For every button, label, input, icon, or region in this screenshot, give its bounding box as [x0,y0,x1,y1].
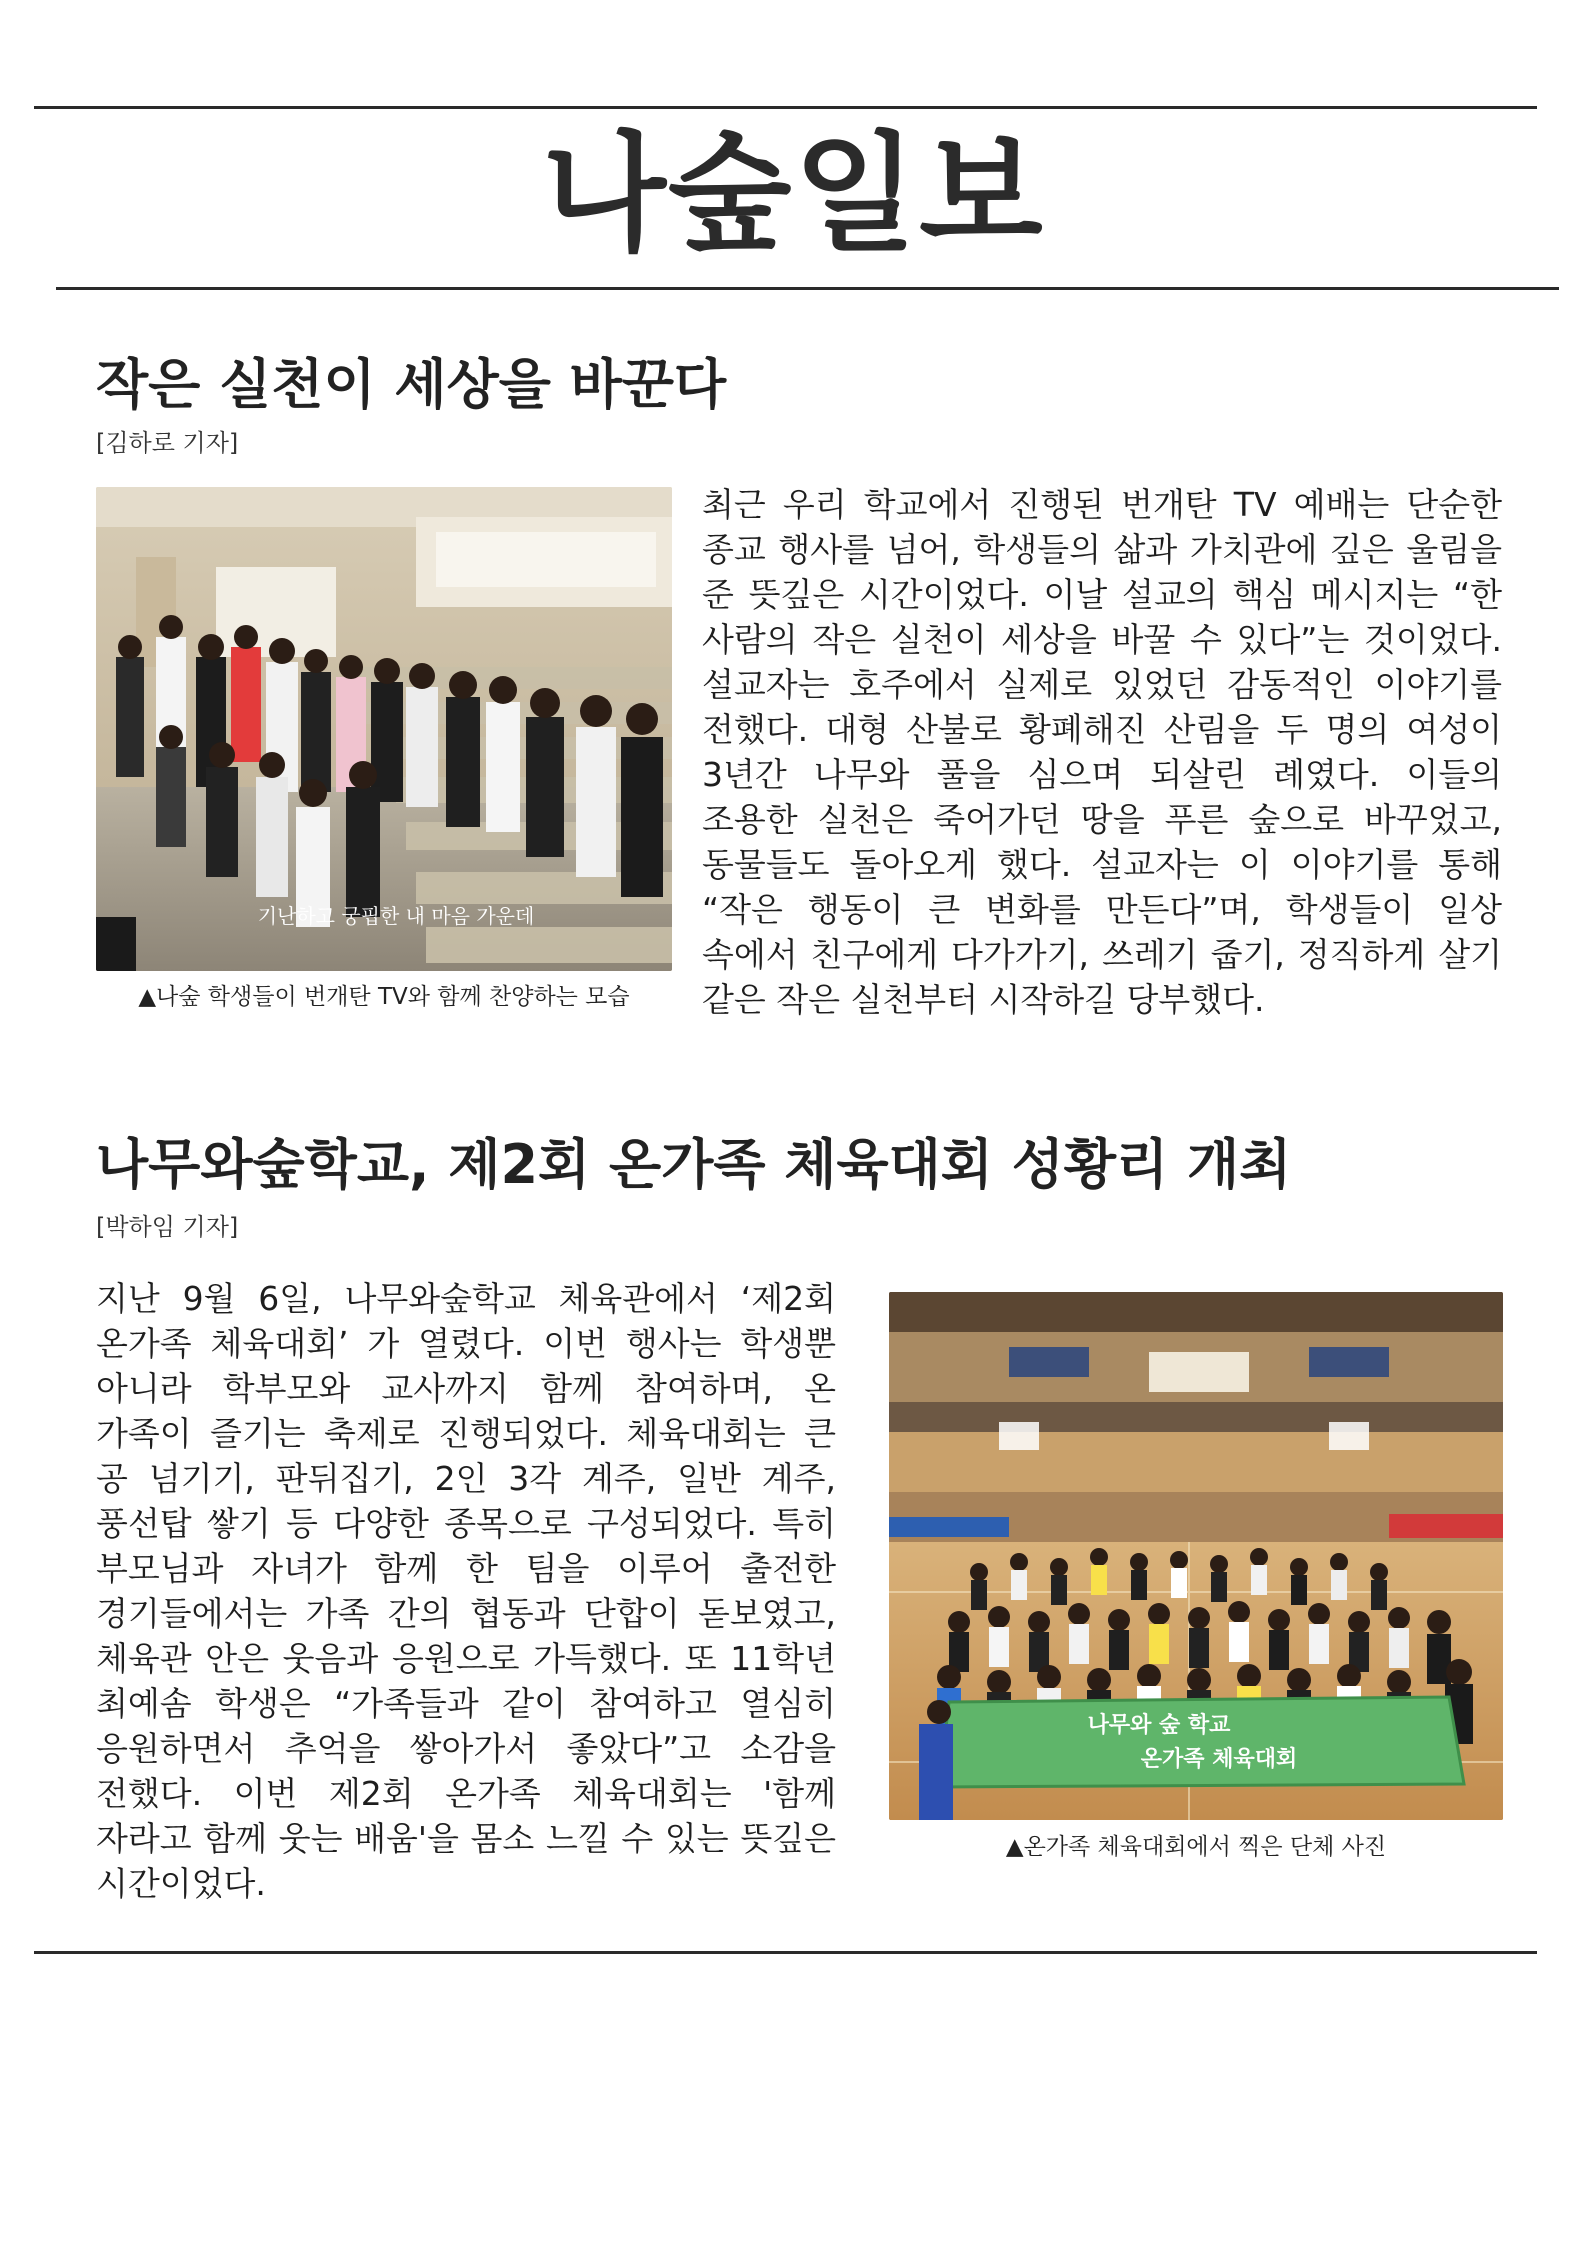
top-rule [34,106,1537,109]
article1-byline: [김하로 기자] [96,429,239,457]
banner-text-event: 온가족 체육대회 [1140,1747,1298,1772]
banner-text-school: 나무와 숲 학교 [1087,1713,1231,1738]
article2-caption: ▲온가족 체육대회에서 찍은 단체 사진 [1005,1834,1387,1860]
masthead-title: 나숲일보 [542,120,1045,269]
worship-scene-image [96,487,672,971]
article2-body: 지난 9월 6일, 나무와숲학교 체육관에서 ‘제2회 온가족 체육대회’ 가 열렸다. 이번 행사는 학생뿐 아니라 학부모와 교사까지 함께 참여하며, 온 가족이 즐기는 축제로 진행되었다. 체육대회는 큰 공 넘기기, 판뒤집기, 2인 3각 계주, 일반 계주, 풍선탑 쌓기 등 다양한 종목으로 구성되었다. 특히 부모님과 자녀가 함께 한 팀을 이루어 출전한 경기들에서는 가족 간의 협동과 단합이 돋보였고, 체육관 안은 웃음과 응원으로 가득했다. 또 11학년 최예솜 학생은 “가족들과 같이 참여하고 열심히 응원하면서 추억을 쌓아가서 좋았다”고 소감을 전했다. 이번 제2회 온가족 체육대회는 '함께 자라고 함께 웃는 배움'을 몸소 느낄 수 있는 뜻깊은 시간이었다. [96,1279,836,1903]
photo-overlay-lyrics: 기난하고 궁핍한 내 마음 가운데 [257,904,535,928]
article2-byline: [박하임 기자] [96,1213,239,1241]
article1-caption: ▲나숲 학생들이 번개탄 TV와 함께 찬양하는 모습 [138,984,630,1010]
article1-photo-worship [96,487,672,971]
article1-headline: 작은 실천이 세상을 바꾼다 [96,353,727,416]
bottom-rule [34,1951,1537,1954]
article1-body: 최근 우리 학교에서 진행된 번개탄 TV 예배는 단순한 종교 행사를 넘어, 학생들의 삶과 가치관에 깊은 울림을 준 뜻깊은 시간이었다. 이날 설교의 핵심 메시지는 “한 사람의 작은 실천이 세상을 바꿀 수 있다”는 것이었다. 설교자는 호주에서 실제로 있었던 감동적인 이야기를 전했다. 대형 산불로 황폐해진 산림을 두 명의 여성이 3년간 나무와 풀을 심으며 되살린 례였다. 이들의 조용한 실천은 죽어가던 땅을 푸른 숲으로 바꾸었고, 동물들도 돌아오게 했다. 설교자는 이 이야기를 통해 “작은 행동이 큰 변화를 만든다”며, 학생들이 일상 속에서 친구에게 다가가기, 쓰레기 줍기, 정직하게 살기 같은 작은 실천부터 시작하길 당부했다. [702,485,1502,1019]
article2-headline: 나무와숲학교, 제2회 온가족 체육대회 성황리 개최 [96,1133,1292,1196]
article2-photo-group [889,1292,1503,1820]
sports-day-group-image [889,1292,1503,1820]
masthead-bottom-rule [56,287,1559,290]
